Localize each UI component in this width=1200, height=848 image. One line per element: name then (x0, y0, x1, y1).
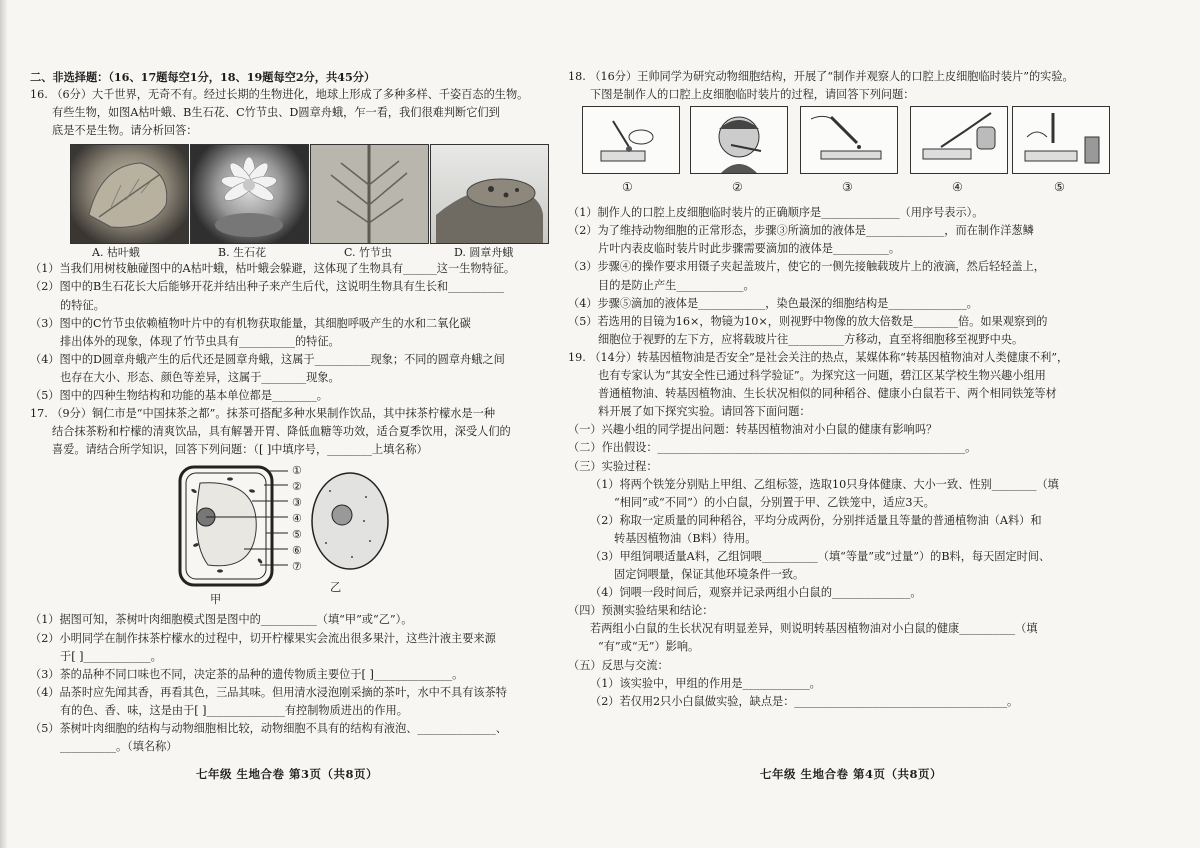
q16-item: （5）图中的四种生物结构和功能的基本单位都是________。 (30, 389, 328, 403)
label-5: ⑤ (292, 528, 303, 542)
step-1-label: ① (622, 180, 633, 195)
q18-item: 细胞位于视野的左下方，应将载玻片往__________方移动，直至将细胞移至视野中央。 (598, 332, 1024, 346)
q18-intro-line: 18. （16分）王帅同学为研究动物细胞结构，开展了“制作并观察人的口腔上皮细胞临时装片”的实验。 (568, 70, 1074, 83)
q16-item: （3）图中的C竹节虫依赖植物叶片中的有机物获取能量，其细胞呼吸产生的水和二氧化碳 (30, 316, 471, 330)
scan-edge-left (0, 0, 8, 848)
label-7: ⑦ (292, 560, 303, 574)
q19-line: （四）预测实验结果和结论： (568, 604, 714, 618)
animal-cell-label: 乙 (330, 581, 342, 595)
q18-item: 片叶内表皮临时装片时此步骤需要滴加的液体是__________。 (598, 242, 901, 256)
stick-insect-photo (310, 144, 429, 244)
dead-leaf-moth-photo (70, 144, 189, 244)
q19-line: 固定饲喂量，保证其他环境条件一致。 (614, 568, 805, 582)
q17-item: （2）小明同学在制作抹茶柠檬水的过程中，切开柠檬果实会流出很多果汁，这些汁液主要来源 (30, 631, 496, 645)
q16-item: 排出体外的现象，体现了竹节虫具有__________的特征。 (60, 334, 340, 348)
q17-item: （3）茶的品种不同口味也不同，决定茶的品种的遗传物质主要位于[ ]______________。 (30, 667, 464, 681)
q17-item: （1）据图可知，茶树叶肉细胞模式图是图中的__________（填“甲”或“乙”）。 (30, 613, 413, 627)
step-4-image (910, 106, 1008, 174)
q17-item: （5）茶树叶肉细胞的结构与动物细胞相比较，动物细胞不具有的结构有液泡、______________、 (30, 721, 507, 735)
q19-line: （1）将两个铁笼分别贴上甲组、乙组标签，选取10只身体健康、大小一致、性别________（填 (590, 477, 1059, 491)
q19-line: （二）作出假设：_______________________________________________________。 (568, 441, 977, 455)
q18-item: （5）若选用的目镜为16×，物镜为10×，则视野中物像的放大倍数是________倍。如果观察到的 (568, 314, 1048, 328)
photo-caption-a: A. 枯叶蛾 (92, 246, 140, 260)
q19-line: “相同”或“不同”）的小白鼠，分别置于甲、乙铁笼中，适应3天。 (614, 495, 935, 509)
q19-line: （3）甲组饲喂适量A料，乙组饲喂__________（填“等量”或“过量”）的B料，每天固定时间、 (590, 549, 1051, 563)
step-3-label: ③ (842, 180, 853, 195)
q16-item: 的特征。 (60, 298, 105, 312)
q18-item: （3）步骤④的操作要求用镊子夹起盖玻片，使它的一侧先接触载玻片上的液滴，然后轻轻盖上， (568, 260, 1045, 274)
label-2: ② (292, 480, 303, 494)
page-3 (30, 68, 548, 756)
q16-item: （2）图中的B生石花长大后能够开花并结出种子来产生后代，这说明生物具有生长和__________ (30, 280, 505, 294)
plant-cell-label: 甲 (210, 593, 222, 607)
step-2-label: ② (732, 180, 743, 195)
q17-item: 有的色、香、味，这是由于[ ]______________有控制物质进出的作用。 (60, 703, 408, 717)
label-6: ⑥ (292, 544, 303, 558)
page-4-footer: 七年级 生地合卷 第4页（共8页） (760, 767, 943, 781)
step-4-label: ④ (952, 180, 963, 195)
step-3-image (800, 106, 898, 174)
photo-caption-d: D. 圆章舟蛾 (454, 246, 514, 260)
q16-item: （1）当我们用树枝触碰图中的A枯叶蛾，枯叶蛾会躲避，这体现了生物具有______这一生物特征。 (30, 262, 516, 276)
page-4 (568, 68, 1108, 711)
q16-item: 也存在大小、形态、颜色等差异，这属于________现象。 (60, 370, 340, 384)
q19-line: 若两组小白鼠的生长状况有明显差异，则说明转基因植物油对小白鼠的健康__________（填 (590, 622, 1038, 636)
step-5-label: ⑤ (1054, 180, 1065, 195)
q19-line: （三）实验过程： (568, 459, 658, 473)
photo-caption-c: C. 竹节虫 (344, 246, 393, 260)
q19-line: （1）该实验中，甲组的作用是____________。 (590, 676, 821, 690)
q16-intro-line: 底是不是生物。请分析回答： (52, 124, 198, 138)
q17-intro-line: 喜爱。请结合所学知识，回答下列问题：（[ ]中填序号，________上填名称） (52, 443, 428, 457)
label-1: ① (292, 464, 303, 478)
q18-item: （1）制作人的口腔上皮细胞临时装片的正确顺序是______________（用序号表示）。 (568, 206, 984, 220)
slide-preparation-steps (582, 106, 1108, 204)
q19-line: 19. （14分）转基因植物油是否安全”是社会关注的热点，某媒体称“转基因植物油对人类健康不利”， (568, 350, 1069, 364)
q19-line: 转基因植物油（B料）待用。 (614, 531, 757, 545)
q19-line: （2）若仅用2只小白鼠做实验，缺点是：______________________________________。 (590, 694, 1019, 708)
q17-intro-line: 17. （9分）铜仁市是“中国抹茶之都”。抹茶可搭配多种水果制作饮品，其中抹茶柠檬水是一种 (30, 407, 496, 421)
cell-diagram (30, 461, 548, 611)
q18-item: （2）为了维持动物细胞的正常形态，步骤③所滴加的液体是______________，而在制作洋葱鳞 (568, 224, 1034, 238)
q18-item: （4）步骤⑤滴加的液体是____________，染色最深的细胞结构是______________。 (568, 296, 978, 310)
q18-intro-line: 下图是制作人的口腔上皮细胞临时装片的过程，请回答下列问题： (590, 88, 915, 102)
photo-caption-b: B. 生石花 (218, 246, 267, 260)
q17-intro-line: 结合抹茶粉和柠檬的清爽饮品，具有解暑开胃、降低血糖等功效，适合夏季饮用，深受人们的 (52, 425, 511, 439)
organism-photos (70, 144, 548, 260)
label-4: ④ (292, 512, 303, 526)
q16-intro-line: 有些生物，如图A枯叶蛾、B生石花、C竹节虫、D圆章舟蛾，乍一看，我们很难判断它们到 (52, 106, 500, 120)
section-heading: 二、非选择题：（16、17题每空1分，18、19题每空2分，共45分） (30, 70, 376, 84)
step-2-image (690, 106, 788, 174)
q19-line: （2）称取一定质量的同种稻谷，平均分成两份，分别拌适量且等量的普通植物油（A料）和 (590, 513, 1042, 527)
label-3: ③ (292, 496, 303, 510)
page-3-footer: 七年级 生地合卷 第3页（共8页） (196, 767, 379, 781)
q17-item: 于[ ]____________。 (60, 649, 162, 663)
step-5-image (1012, 106, 1110, 174)
q19-line: 普通植物油、转基因植物油、生长状况相似的同种稻谷、健康小白鼠若干、两个相同铁笼等材 (598, 387, 1057, 401)
phalera-moth-photo (430, 144, 549, 244)
cell-part-labels (292, 463, 302, 575)
q19-line: （一）兴趣小组的同学提出问题：转基因植物油对小白鼠的健康有影响吗？ (568, 423, 938, 437)
q19-line: 料开展了如下探究实验。请回答下面问题： (598, 405, 811, 419)
living-stone-photo (190, 144, 309, 244)
step-1-image (582, 106, 680, 174)
q19-line: 也有专家认为“其安全性已通过科学验证”。为探究这一问题，碧江区某学校生物兴趣小组用 (598, 369, 1046, 383)
q16-intro-line: 16. （6分）大千世界，无奇不有。经过长期的生物进化，地球上形成了多种多样、千姿百态的生物。 (30, 88, 529, 102)
q19-line: （4）饲喂一段时间后，观察并记录两组小白鼠的______________。 (590, 586, 922, 600)
q16-item: （4）图中的D圆章舟蛾产生的后代还是圆章舟蛾，这属于__________现象；不同的圆章舟蛾之间 (30, 352, 505, 366)
q17-item: __________。（填名称） (60, 740, 178, 754)
q19-line: “有”或“无”）影响。 (598, 640, 700, 654)
q18-item: 目的是防止产生____________。 (598, 278, 755, 292)
q17-item: （4）品茶时应先闻其香，再看其色，三品其味。但用清水浸泡刚采摘的茶叶，水中不具有该茶特 (30, 685, 507, 699)
q19-line: （五）反思与交流： (568, 658, 669, 672)
